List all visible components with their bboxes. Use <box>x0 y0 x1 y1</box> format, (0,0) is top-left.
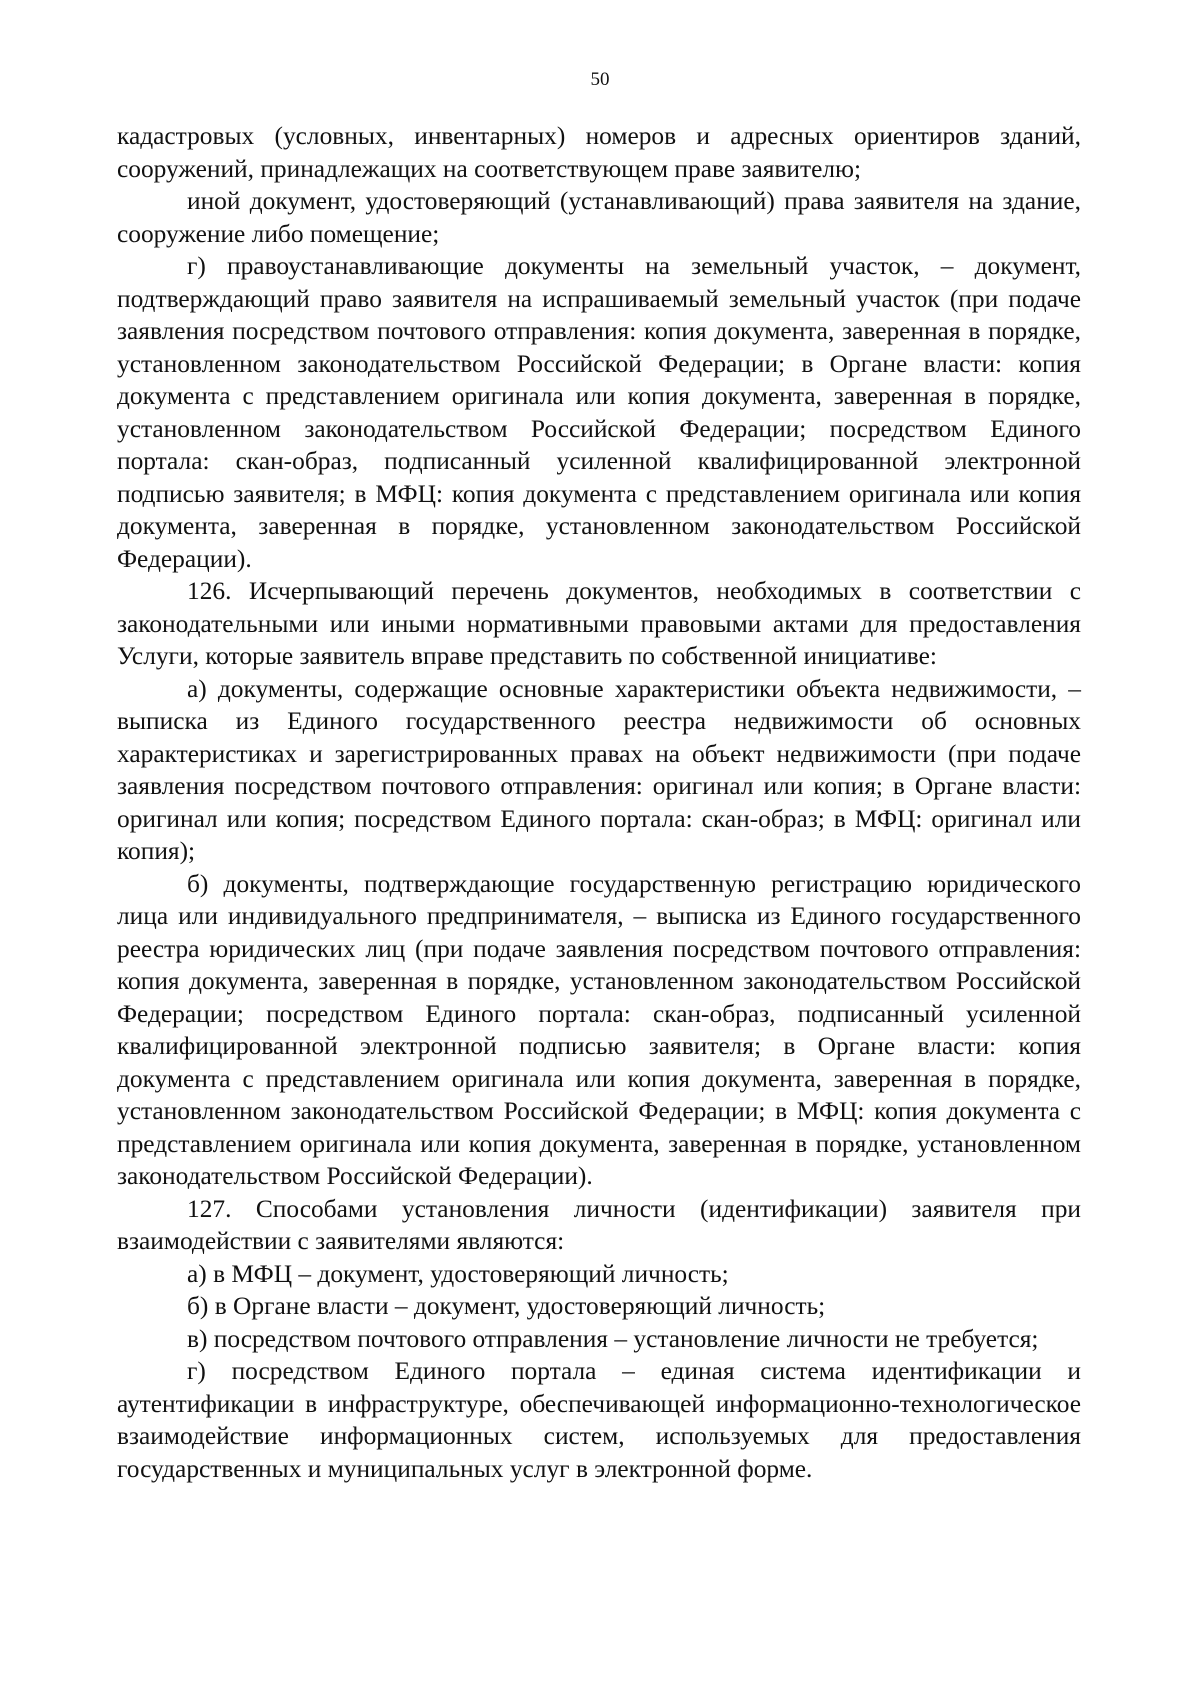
paragraph-item-a-mfc: а) в МФЦ – документ, удостоверяющий личность; <box>187 1259 729 1288</box>
paragraph-other-title-document: иной документ, удостоверяющий (устанавливающий) права заявителя на здание, сооружение либо помещение; <box>117 187 1081 248</box>
paragraph-item-g-land-title-documents: г) правоустанавливающие документы на земельный участок, – документ, подтверждающий право заявителя на испрашиваемый земельный участок (при подаче заявления посредством почтового отправления: копия документа, заверенная в порядке, установленном законодательством Российской Федерации; в Органе власти: копия документа с представлением оригинала или копия документа, заверенная в порядке, установленном законодательством Российской Федерации; посредством Единого портала: скан-образ, подписанный усиленной квалифицированной электронной подписью заявителя; в МФЦ: копия документа с представлением оригинала или копия документа, заверенная в порядке, установленном законодательством Российской Федерации). <box>117 252 1081 573</box>
paragraph-127-identification-methods: 127. Способами установления личности (идентификации) заявителя при взаимодействии с заявителями являются: <box>117 1194 1081 1255</box>
paragraph-126-optional-documents: 126. Исчерпывающий перечень документов, необходимых в соответствии с законодательными или иными нормативными правовыми актами для предоставления Услуги, которые заявитель вправе представить по собственной инициативе: <box>117 577 1081 670</box>
paragraph-item-g-unified-portal: г) посредством Единого портала – единая система идентификации и аутентификации в инфраструктуре, обеспечивающей информационно-технологическое взаимодействие информационных систем, используемых для предоставления государственных и муниципальных услуг в электронной форме. <box>117 1357 1081 1483</box>
paragraph-cadastral-numbers-continuation: кадастровых (условных, инвентарных) номеров и адресных ориентиров зданий, сооружений, принадлежащих на соответствующем праве заявителю; <box>117 122 1081 183</box>
page-number: 50 <box>590 69 610 90</box>
paragraph-item-v-postal: в) посредством почтового отправления – установление личности не требуется; <box>187 1324 1039 1353</box>
paragraph-item-b-legal-entity-registration: б) документы, подтверждающие государственную регистрацию юридического лица или индивидуального предпринимателя, – выписка из Единого государственного реестра юридических лиц (при подаче заявления посредством почтового отправления: копия документа, заверенная в порядке, установленном законодательством Российской Федерации; посредством Единого портала: скан-образ, подписанный усиленной квалифицированной электронной подписью заявителя; в Органе власти: копия документа с представлением оригинала или копия документа, заверенная в порядке, установленном законодательством Российской Федерации; в МФЦ: копия документа с представлением оригинала или копия документа, заверенная в порядке, установленном законодательством Российской Федерации). <box>117 869 1081 1190</box>
paragraph-item-b-authority: б) в Органе власти – документ, удостоверяющий личность; <box>187 1292 826 1320</box>
document-body <box>117 120 1081 1485</box>
paragraph-item-a-property-characteristics: а) документы, содержащие основные характеристики объекта недвижимости, – выписка из Единого государственного реестра недвижимости об основных характеристиках и зарегистрированных правах на объект недвижимости (при подаче заявления посредством почтового отправления: оригинал или копия; в Органе власти: оригинал или копия; посредством Единого портала: скан-образ; в МФЦ: оригинал или копия); <box>117 674 1081 865</box>
